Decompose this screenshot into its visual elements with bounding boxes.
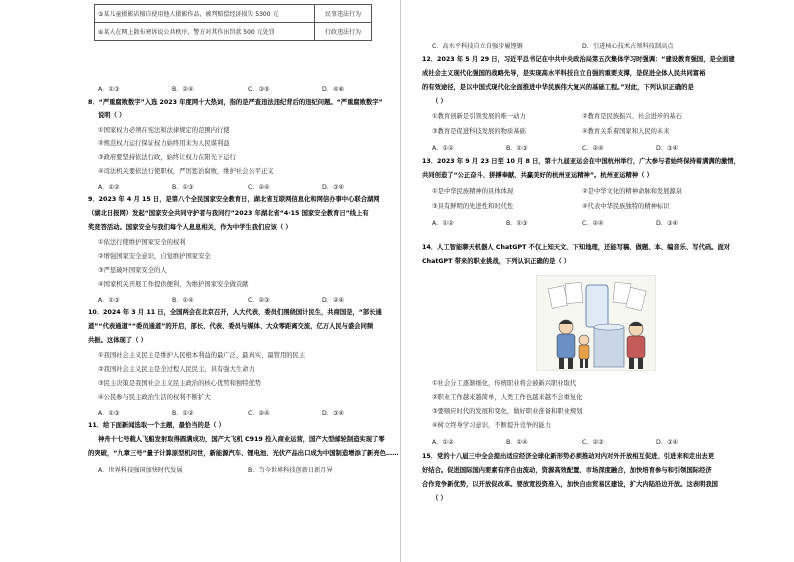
case-type: 行政违法行为 [315,23,372,41]
q12-stem: 成社会主义现代化强国的战略先导，是实现高水平科技自立自强的重要支撑，是促进全体人民共同富裕 [422,70,706,77]
q8-statement: ②规范权力运行保证权力始终用来为人民谋利益 [98,140,230,147]
q10-stem: 10．2024 年 3 月 11 日，全国两会在北京召开，人大代表、委员们围绕国计民生，共商国是，“部长通 [88,309,382,316]
q11-stem: 的突破，“九章三号”量子计算原型机问世，新能源汽车、锂电池、光伏产品出口成为中国制造增添了新亮色…… [88,450,399,457]
case-desc: ⑥某人在网上散布寒诉说公共秩序，警方对其作出罚款 500 元处罚 [95,23,315,41]
q13-stem: 13．2023 年 9 月 23 日至 10 月 8 日，第十九届亚运会在中国杭州举行，广大参与者始终保持着满满的激情， [422,158,740,165]
q15-stem: （ ） [432,495,447,502]
q13-statement: ①是中华民族精神的具体体现 [432,188,514,195]
q12-option-c[interactable]: C．②④ [582,145,604,152]
q15-stem: 合作竞争新优势，以开放促改革。要放宽投资准入，加快自由贸易区建设，扩大内陆沿边开放。这表明我国 [422,481,718,488]
q8-stem: 8．“严重腐败数字”入选 2023 年度网十大热词，指的是严查违法违纪背后的违纪问题。“严重腐败数字” [88,99,383,106]
q9-option-a[interactable]: A．①③ [98,297,120,304]
q11-option-a[interactable]: A．世界科技强国加快时代发展 [98,467,183,474]
paper-sheet [565,282,583,303]
q7-option-d[interactable]: D．④⑥ [322,86,345,93]
column-divider [400,0,401,562]
person-leg [638,358,643,369]
q10-statement: ①我国社会主义民主是维护人民根本利益的最广泛、最真实、最管用的民主 [98,352,306,359]
q8-option-c[interactable]: C．②④ [248,184,270,191]
q12-option-d[interactable]: D．③④ [656,145,679,152]
pedestal [594,327,624,367]
q10-stem: 道”“代表通道”“委员通道”的开启，部长、代表、委员与媒体、大众零距离交流，亿万人民与盛会同频 [88,323,374,330]
person-head [579,335,589,345]
q13-option-a[interactable]: A．①② [432,220,454,227]
q12-option-b[interactable]: B．①③ [506,145,528,152]
q14-option-a[interactable]: A．①② [432,439,454,446]
q12-stem: 12．2023 年 5 月 29 日，习近平总书记在中共中央政治局第五次集体学习时强调：“建设教育强国，是全面建 [422,56,735,63]
q10-option-d[interactable]: D．③④ [322,410,345,417]
q12-statement: ①教育创新是引领发展的唯一动力 [432,113,526,120]
q9-stem: 9．2023 年 4 月 15 日，是第八个全民国家安全教育日，湖北省互联网信息化和网信办事中心联合湖网 [88,196,380,203]
q9-option-d[interactable]: D．②④ [322,297,345,304]
person-leg [585,359,588,368]
q14-option-b[interactable]: B．①④ [506,439,528,446]
table-row [95,5,372,23]
q13-statement: ②是中华文化的精神命脉和发展源泉 [582,188,683,195]
aigc-cartoon-illustration [536,275,656,371]
q10-stem: 共振。这体现了（ ） [88,337,147,344]
q7-option-b[interactable]: B．②④ [172,86,194,93]
q10-statement: ②我国社会主义民主是全过程人民民主，具有强大生命力 [98,366,255,373]
q8-statement: ④司法机关要依法行使职权，严厉惩治腐败，维护社会公平正义 [98,168,274,175]
q14-stem: ChatGPT 带来的职业挑战，下列认识正确的是（ ） [422,258,571,265]
pedestal-top [594,324,624,330]
q9-statement: ④国家机关开展工作提供便利，为维护国家安全做贡献 [98,281,249,288]
person-leg [629,358,634,369]
q7-option-c[interactable]: C．③⑤ [248,86,270,93]
q14-option-c[interactable]: C．②③ [582,439,604,446]
q9-option-b[interactable]: B．①④ [172,297,194,304]
case-type: 民事违法行为 [315,5,372,23]
q15-stem: 15．党的十八届三中全会提出适应经济全球化新形势必须推动对内对外开放相互促进、引进来和走出去更 [422,453,715,460]
q13-option-d[interactable]: D．③④ [656,220,679,227]
person-body [627,336,645,358]
person-leg [580,359,583,368]
q12-option-a[interactable]: A．①② [432,145,454,152]
q14-statement: ③要顺应时代的发展和变化，做好职业准备和职业规划 [432,408,583,415]
q14-statement: ④树立终身学习意识，不断提升竞争的能力 [432,422,551,429]
q9-statement: ①依法行使维护国家安全的权利 [98,239,186,246]
q10-statement: ④公民参与民主政治生活的权利不断扩大 [98,394,211,401]
person-body [557,334,575,358]
phone-sign [586,285,608,327]
person-body [579,345,589,359]
q8-statement: ③政府要坚持依法行政，始终让权力在阳光下运行 [98,154,236,161]
q9-statement: ③严惩破坏国家安全的人 [98,267,167,274]
q7-option-a[interactable]: A．①③ [98,86,120,93]
q11-stem: 11．给下面新闻选取一个主题，最恰当的是（ ） [88,422,225,429]
q10-option-b[interactable]: B．①② [172,410,194,417]
q14-stem: 14．人工智能聊天机器人 ChatGPT 不仅上知天文、下知地理，还能写稿、做题、本、编音乐、写代码。面对 [422,244,731,251]
case-table [94,4,372,41]
q11-stem: 神舟十七号载人飞船发射取得圆满成功，国产大飞机 C919 投入商业运营，国产大型邮轮制造实现了零 [98,436,385,443]
q13-option-b[interactable]: B．①③ [506,220,528,227]
q11-option-c[interactable]: C．高水平科技自立自强步履铿锵 [432,43,523,50]
q12-stem: 的有效途径，是以中国式现代化全面推进中华民族伟大复兴的基础工程。”对此，下列认识正确的是 [422,84,694,91]
q14-option-d[interactable]: D．③④ [656,439,679,446]
q11-option-d[interactable]: D．引进核心技术占领科技制高点 [582,43,674,50]
q13-statement: ③具有鲜明的先进性和时代性 [432,203,514,210]
q9-stem: （湖北日报网）发起“国家安全共同守护者与我同行”2023 年湖北省“4·15 国家安全教育日”线上有 [88,210,369,217]
q10-option-c[interactable]: C．②④ [248,410,270,417]
q8-option-d[interactable]: D．③④ [322,184,345,191]
person-leg [568,358,573,369]
q8-stem: 说明（ ） [98,112,126,119]
q9-statement: ②增强国家安全意识，自觉维护国家安全 [98,253,211,260]
q9-option-c[interactable]: C．②③ [248,297,270,304]
person-leg [559,358,564,369]
case-desc: ⑤某儿童摄影店擅自使用他人摄影作品，被判赔偿经济损失 5300 元 [95,5,315,23]
q9-stem: 奖竞答活动。国家安全与我们每个人息息相关，作为中学生我们应该（ ） [88,224,292,231]
q8-option-b[interactable]: B．①③ [172,184,194,191]
table-row [95,23,372,41]
q13-stem: 共同创造了“公正奋斗、拼搏奉献、共赢美好的杭州亚运精神”。杭州亚运精神（ ） [422,172,653,179]
q12-stem: （ ） [432,98,447,105]
q15-stem: 好结合。促进国际国内要素有序自由流动，资源高效配置、市场深度融合，加快培育参与和引领国际经济 [422,467,712,474]
q8-statement: ①国家权力必须在宪法和法律规定的范围内行使 [98,127,230,134]
q11-option-b[interactable]: B．当今世界科技创新日新月异 [248,467,333,474]
q10-option-a[interactable]: A．①③ [98,410,120,417]
q12-statement: ③教育是促进科技发展的物质基础 [432,128,526,135]
q8-option-a[interactable]: A．①② [98,184,120,191]
q13-statement: ④代表中华民族独特的精神标识 [582,203,670,210]
q14-statement: ②职业工作越来越简单，人类工作也越来越不会重复化 [432,394,583,401]
q12-statement: ②教育是民族振兴、社会进步的基石 [582,113,683,120]
q13-option-c[interactable]: C．②④ [582,220,604,227]
q10-statement: ③民主决策是我国社会主义民主政治的核心优势和独特优势 [98,380,262,387]
q14-statement: ①社会分工逐渐细化，传统职业将会被新兴职业取代 [432,380,577,387]
q12-statement: ④教育关系着国家和人民的未来 [582,128,670,135]
